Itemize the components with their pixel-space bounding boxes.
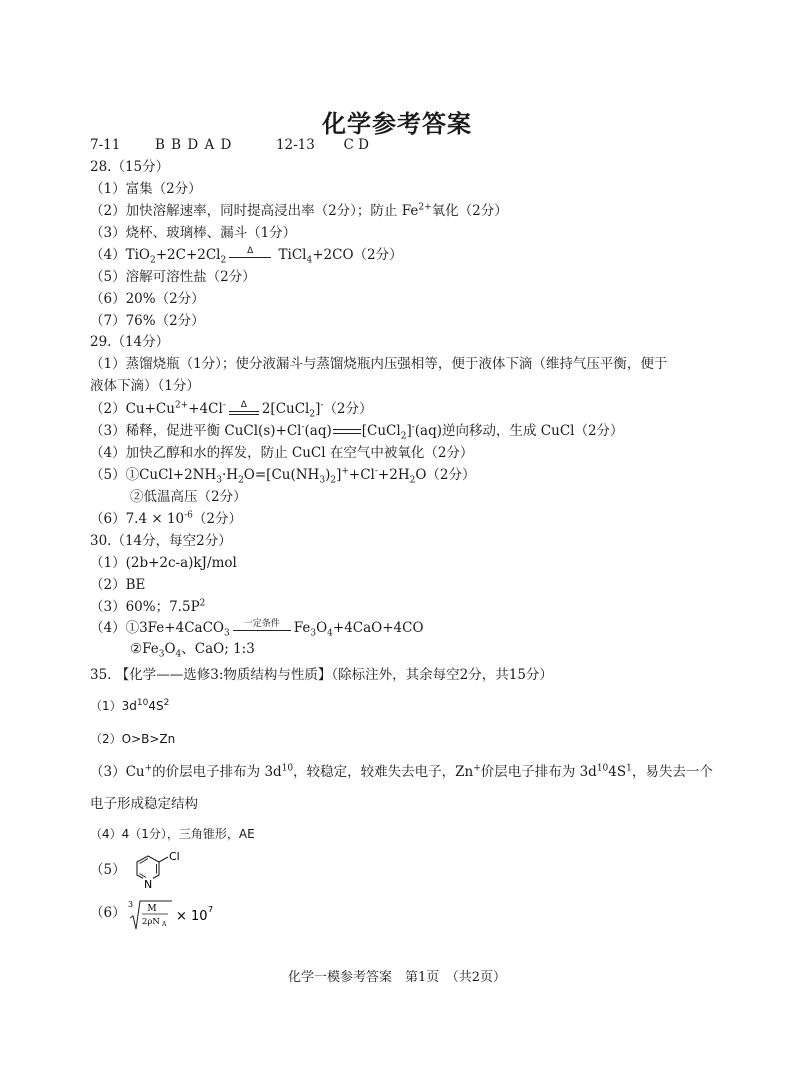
q29-answer-1-line-2: 液体下滴）（1分） (90, 378, 200, 394)
q28-heading: 28.（15分） (90, 159, 170, 175)
mc-answers-2: C D (343, 137, 369, 153)
q35-answer-6-label: （6） (90, 905, 126, 921)
svg-text:× 10: × 10 (176, 909, 208, 924)
q29-heading: 29.（14分） (90, 334, 170, 350)
q29-answer-3: （3）稀释，促进平衡 CuCl(s)+Cl-(aq) [CuCl$_2$]-(aq)逆向移动，生成 CuCl（2分） (90, 422, 624, 442)
q28-answer-4: $(4)TiO_2+2C+2Cl_2$ Δ TiCl$_4$+2CO（2分） (90, 245, 403, 266)
q30-answer-3: （3）60%；$7.5P^2$ (90, 598, 206, 615)
q28-answer-6: （6）20%（2分） (90, 291, 205, 307)
heat-arrow: Δ (229, 249, 271, 263)
page-title: 化学参考答案 (322, 110, 472, 138)
condition-arrow: 一定条件 (233, 622, 291, 636)
q29-answer-5: $(5)①CuCl+2NH_3\cdot H_2O=[Cu(NH_3)_2]^++Cl^-+2H_2O(2$分） (90, 466, 476, 486)
q30-answer-1: （1）(2b+2c-a)kJ/mol (90, 555, 237, 571)
q35-heading: 35. 【化学——选修3:物质结构与性质】（除标注外，其余每空2分，共15分） (90, 667, 553, 683)
q35-answer-5-label: （5） (90, 862, 126, 878)
q35-answer-1: $(1)3d^{10}4S^2$ (90, 698, 170, 713)
q28-answer-2: （2）加快溶解速率，同时提高浸出率（2分）；防止 $Fe^{2+}$氧化（2分） (90, 202, 508, 219)
q35-answer-3-line-2: 电子形成稳定结构 (90, 796, 198, 812)
mc-answers-1: B B D A D (154, 137, 232, 153)
chlorine-label: Cl (169, 850, 180, 863)
q29-answer-2: $(2)Cu+Cu^{2+}+4Cl^-$ Δ 2[CuCl$_2$]-（2分） (90, 399, 373, 420)
svg-text:M: M (147, 904, 157, 914)
nitrogen-label: N (144, 878, 153, 890)
q29-answer-4: （4）加快乙醇和水的挥发，防止 CuCl 在空气中被氧化（2分） (90, 445, 474, 461)
mc-answers (90, 137, 369, 153)
q29-answer-5b: ②低温高压（2分） (130, 489, 247, 505)
svg-text:A: A (162, 921, 167, 928)
mc-range-1: 7-11 (90, 137, 121, 153)
chloropyridine-structure-icon (128, 850, 198, 894)
q28-answer-3: （3）烧杯、玻璃棒、漏斗（1分） (90, 225, 297, 241)
page-footer: 化学一模参考答案 第1页 （共2页） (287, 970, 507, 985)
q28-answer-5: （5）溶解可溶性盐（2分） (90, 269, 256, 285)
q35-answer-2: （2）O>B>Zn (90, 732, 176, 746)
heat-equal-arrow: Δ (229, 403, 259, 417)
svg-text:7: 7 (208, 905, 214, 914)
q28-answer-1: （1）富集（2分） (90, 181, 202, 197)
q30-heading: 30.（14分，每空2分） (90, 533, 232, 549)
q29-answer-6: $(6)7.4 \times 10^{-6}(2$分） (90, 510, 243, 527)
svg-text:3: 3 (128, 900, 134, 909)
q35-answer-4: （4）4（1分），三角锥形，AE (90, 827, 255, 841)
q30-answer-4b: $②Fe_3O_4$、CaO; 1:3 (130, 641, 255, 660)
q28-answer-7: （7）76%（2分） (90, 313, 205, 329)
mc-range-2: 12-13 (275, 137, 315, 153)
q30-answer-4: （4）①3Fe+4CaCO$_3$ 一定条件 $Fe_3O_4+4CaO+4CO$ (90, 618, 424, 639)
q35-answer-6-formula (128, 898, 218, 936)
equilibrium-arrow (333, 427, 361, 437)
svg-text:2ρN: 2ρN (142, 917, 160, 927)
q35-answer-3: （3）Cu+的价层电子排布为 $3d^{10}$，较稳定，较难失去电子，Zn+价层电子排布为 $3d^{10}4S^1$，易失去一个 (90, 763, 713, 780)
q30-answer-2: （2）BE (90, 577, 146, 593)
q29-answer-1-line-1: （1）蒸馏烧瓶（1分）；使分液漏斗与蒸馏烧瓶内压强相等，便于液体下滴（维持气压平衡，便于 (90, 356, 668, 372)
